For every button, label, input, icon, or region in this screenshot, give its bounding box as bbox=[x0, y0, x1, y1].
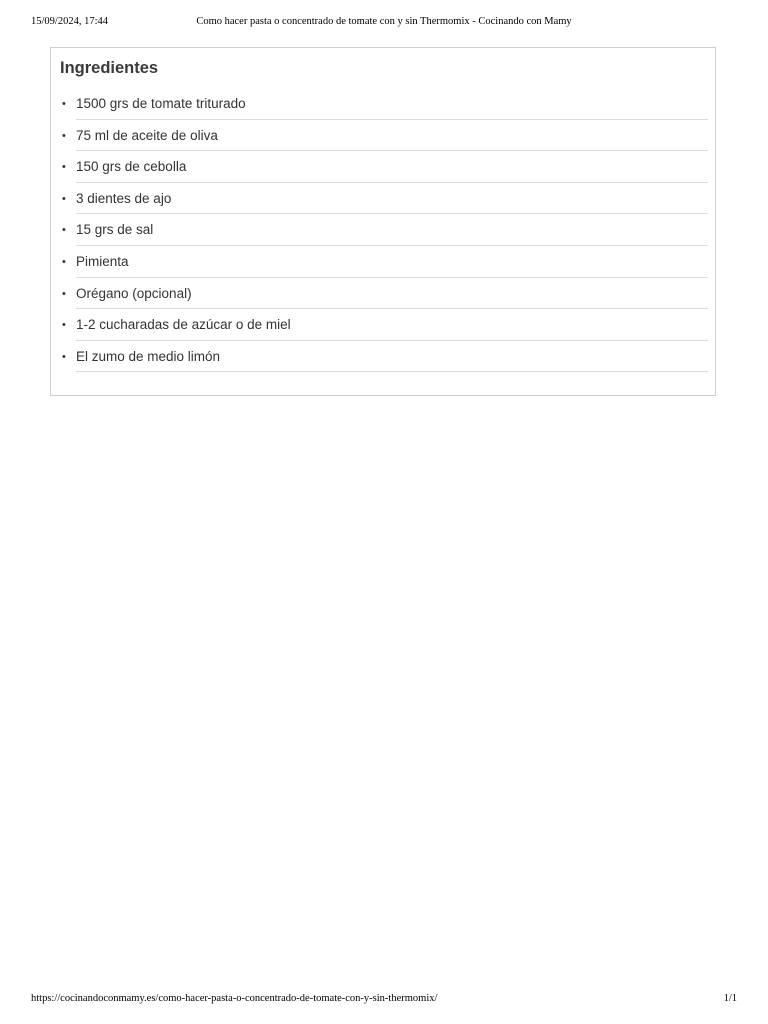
page-number: 1/1 bbox=[723, 993, 737, 1004]
bullet-icon: • bbox=[62, 255, 66, 268]
ingredient-text: 150 grs de cebolla bbox=[76, 159, 187, 175]
ingredient-item bbox=[62, 120, 708, 152]
ingredient-text: Orégano (opcional) bbox=[76, 285, 192, 301]
ingredient-text: El zumo de medio limón bbox=[76, 348, 221, 364]
ingredient-item bbox=[62, 88, 708, 120]
ingredient-text: 1500 grs de tomate triturado bbox=[76, 96, 246, 111]
ingredient-text: Pimienta bbox=[76, 253, 129, 269]
ingredient-item bbox=[62, 246, 708, 278]
bullet-icon: • bbox=[62, 224, 66, 237]
bullet-icon: • bbox=[62, 319, 66, 332]
ingredient-text: 15 grs de sal bbox=[76, 222, 154, 238]
bullet-icon: • bbox=[62, 287, 66, 300]
ingredient-text: 1-2 cucharadas de azúcar o de miel bbox=[76, 317, 291, 333]
bullet-icon: • bbox=[62, 192, 66, 205]
ingredient-item bbox=[62, 278, 708, 310]
print-page-title: Como hacer pasta o concentrado de tomate con y sin Thermomix - Cocinando con Mamy bbox=[196, 16, 572, 27]
ingredient-item bbox=[62, 214, 708, 246]
ingredients-list bbox=[62, 88, 708, 372]
ingredients-heading: Ingredientes bbox=[60, 59, 159, 77]
ingredient-text: 3 dientes de ajo bbox=[76, 190, 172, 206]
ingredient-item bbox=[62, 151, 708, 183]
ingredients-card bbox=[50, 47, 716, 396]
bullet-icon: • bbox=[62, 161, 66, 174]
ingredient-text: 75 ml de aceite de oliva bbox=[76, 127, 218, 143]
print-url: https://cocinandoconmamy.es/como-hacer-pasta-o-concentrado-de-tomate-con-y-sin-thermomix/ bbox=[31, 993, 438, 1004]
ingredient-item bbox=[62, 341, 708, 373]
print-datetime: 15/09/2024, 17:44 bbox=[31, 16, 109, 27]
ingredient-item bbox=[62, 309, 708, 341]
bullet-icon: • bbox=[62, 98, 66, 110]
bullet-icon: • bbox=[62, 350, 66, 363]
bullet-icon: • bbox=[62, 129, 66, 142]
ingredient-item bbox=[62, 183, 708, 215]
print-footer bbox=[31, 993, 737, 1009]
print-header bbox=[31, 16, 737, 32]
